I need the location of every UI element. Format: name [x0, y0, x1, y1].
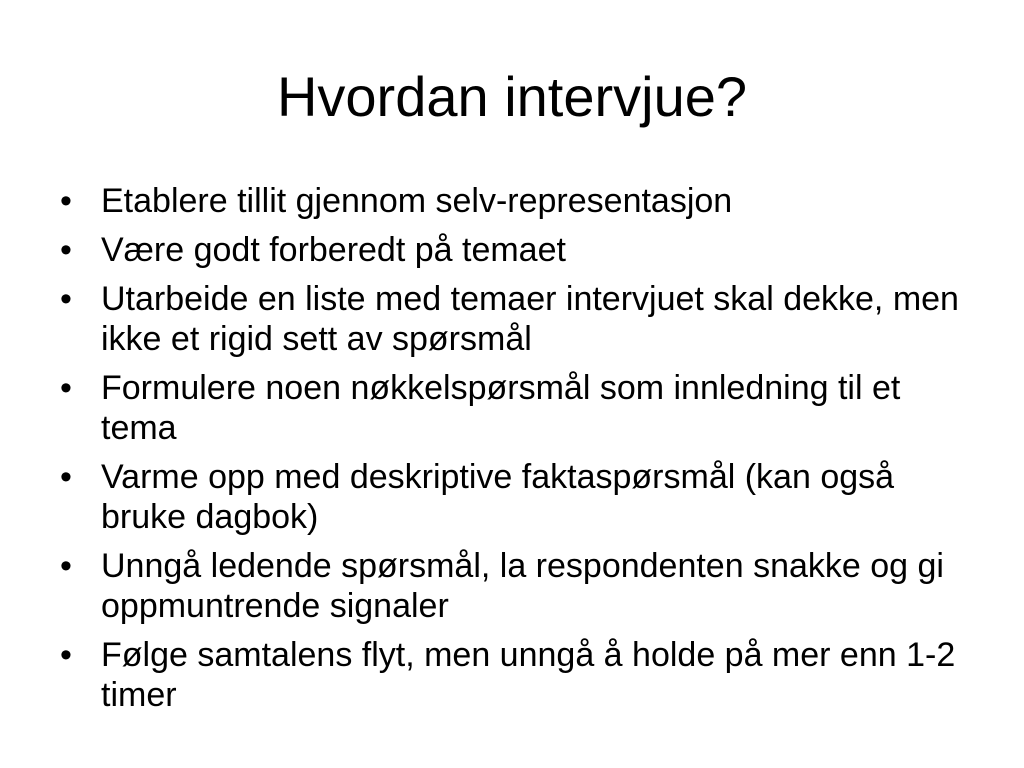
bullet-text: Følge samtalens flyt, men unngå å holde på mer enn 1-2 timer — [101, 636, 956, 714]
bullet-dot-icon: • — [60, 231, 72, 269]
bullet-dot-icon: • — [60, 636, 72, 674]
bullet-item — [60, 230, 980, 270]
bullet-text: Etablere tillit gjennom selv-representasjon — [101, 182, 733, 220]
bullet-dot-icon: • — [60, 182, 72, 220]
bullet-text: Varme opp med deskriptive faktaspørsmål (kan også bruke dagbok) — [101, 458, 895, 536]
bullet-item — [60, 279, 980, 359]
bullet-text: Være godt forberedt på temaet — [101, 231, 566, 269]
bullet-item — [60, 457, 980, 537]
bullet-item — [60, 546, 980, 626]
bullet-text: Formulere noen nøkkelspørsmål som innledning til et tema — [101, 369, 901, 447]
bullet-list — [60, 181, 980, 724]
bullet-dot-icon: • — [60, 280, 72, 318]
bullet-item — [60, 181, 980, 221]
bullet-dot-icon: • — [60, 458, 72, 496]
bullet-item — [60, 635, 980, 715]
bullet-text: Utarbeide en liste med temaer intervjuet skal dekke, men ikke et rigid sett av spørsmål — [101, 280, 959, 358]
bullet-dot-icon: • — [60, 547, 72, 585]
bullet-item — [60, 368, 980, 448]
bullet-text: Unngå ledende spørsmål, la respondenten snakke og gi oppmuntrende signaler — [101, 547, 944, 625]
bullet-dot-icon: • — [60, 369, 72, 407]
slide-title: Hvordan intervjue? — [276, 65, 748, 128]
